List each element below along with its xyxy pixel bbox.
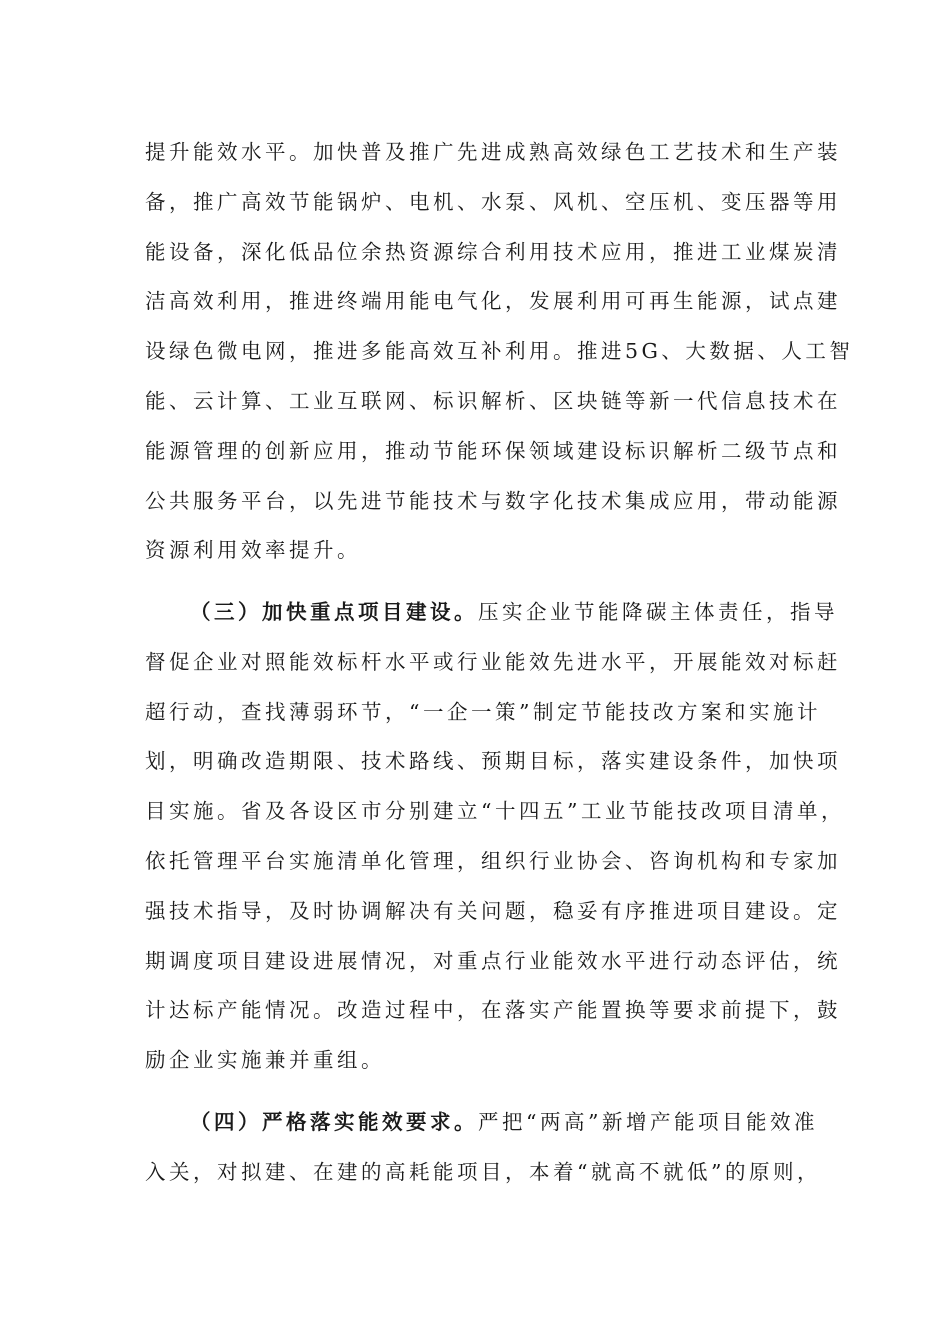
section-heading: （三）加快重点项目建设。 — [190, 600, 478, 624]
text-line: 资源利用效率提升。 — [145, 538, 361, 563]
text-line: 入关，对拟建、在建的高耗能项目，本着“就高不就低”的原则， — [145, 1159, 821, 1184]
paragraph-energy-efficiency — [145, 128, 854, 576]
text-line: 提升能效水平。加快普及推广先进成熟高效绿色工艺技术和生产装 — [145, 140, 841, 164]
text-line: 目实施。省及各设区市分别建立“十四五”工业节能技改项目清单， — [145, 799, 845, 824]
text-line-first — [145, 1098, 835, 1148]
text-line: 备，推广高效节能锅炉、电机、水泵、风机、空压机、变压器等用 — [145, 189, 841, 214]
text-line: 期调度项目建设进展情况，对重点行业能效水平进行动态评估，统 — [145, 948, 841, 973]
text-line: 设绿色微电网，推进多能高效互补利用。推进5G、大数据、人工智 — [145, 339, 854, 364]
paragraph-key-projects — [145, 588, 845, 1086]
text-line: 洁高效利用，推进终端用能电气化，发展利用可再生能源，试点建 — [145, 289, 841, 314]
section-heading: （四）严格落实能效要求。 — [190, 1110, 478, 1134]
text-line: 能设备，深化低品位余热资源综合利用技术应用，推进工业煤炭清 — [145, 239, 841, 264]
text-run: 压实企业节能降碳主体责任，指导 — [478, 600, 838, 624]
text-line: 超行动，查找薄弱环节，“一企一策”制定节能技改方案和实施计 — [145, 699, 821, 724]
text-line: 强技术指导，及时协调解决有关问题，稳妥有序推进项目建设。定 — [145, 898, 841, 923]
text-line: 依托管理平台实施清单化管理，组织行业协会、咨询机构和专家加 — [145, 848, 841, 873]
text-line: 公共服务平台，以先进节能技术与数字化技术集成应用，带动能源 — [145, 488, 841, 513]
text-line: 励企业实施兼并重组。 — [145, 1048, 385, 1073]
text-line: 计达标产能情况。改造过程中，在落实产能置换等要求前提下，鼓 — [145, 998, 841, 1023]
text-line: 督促企业对照能效标杆水平或行业能效先进水平，开展能效对标赶 — [145, 649, 841, 674]
paragraph-efficiency-requirements — [145, 1098, 835, 1198]
text-line: 能、云计算、工业互联网、标识解析、区块链等新一代信息技术在 — [145, 388, 841, 413]
text-line: 划，明确改造期限、技术路线、预期目标，落实建设条件，加快项 — [145, 749, 841, 774]
text-run: 严把“两高”新增产能项目能效准 — [478, 1110, 818, 1134]
text-line: 能源管理的创新应用，推动节能环保领域建设标识解析二级节点和 — [145, 438, 841, 463]
text-line-first — [145, 588, 838, 638]
